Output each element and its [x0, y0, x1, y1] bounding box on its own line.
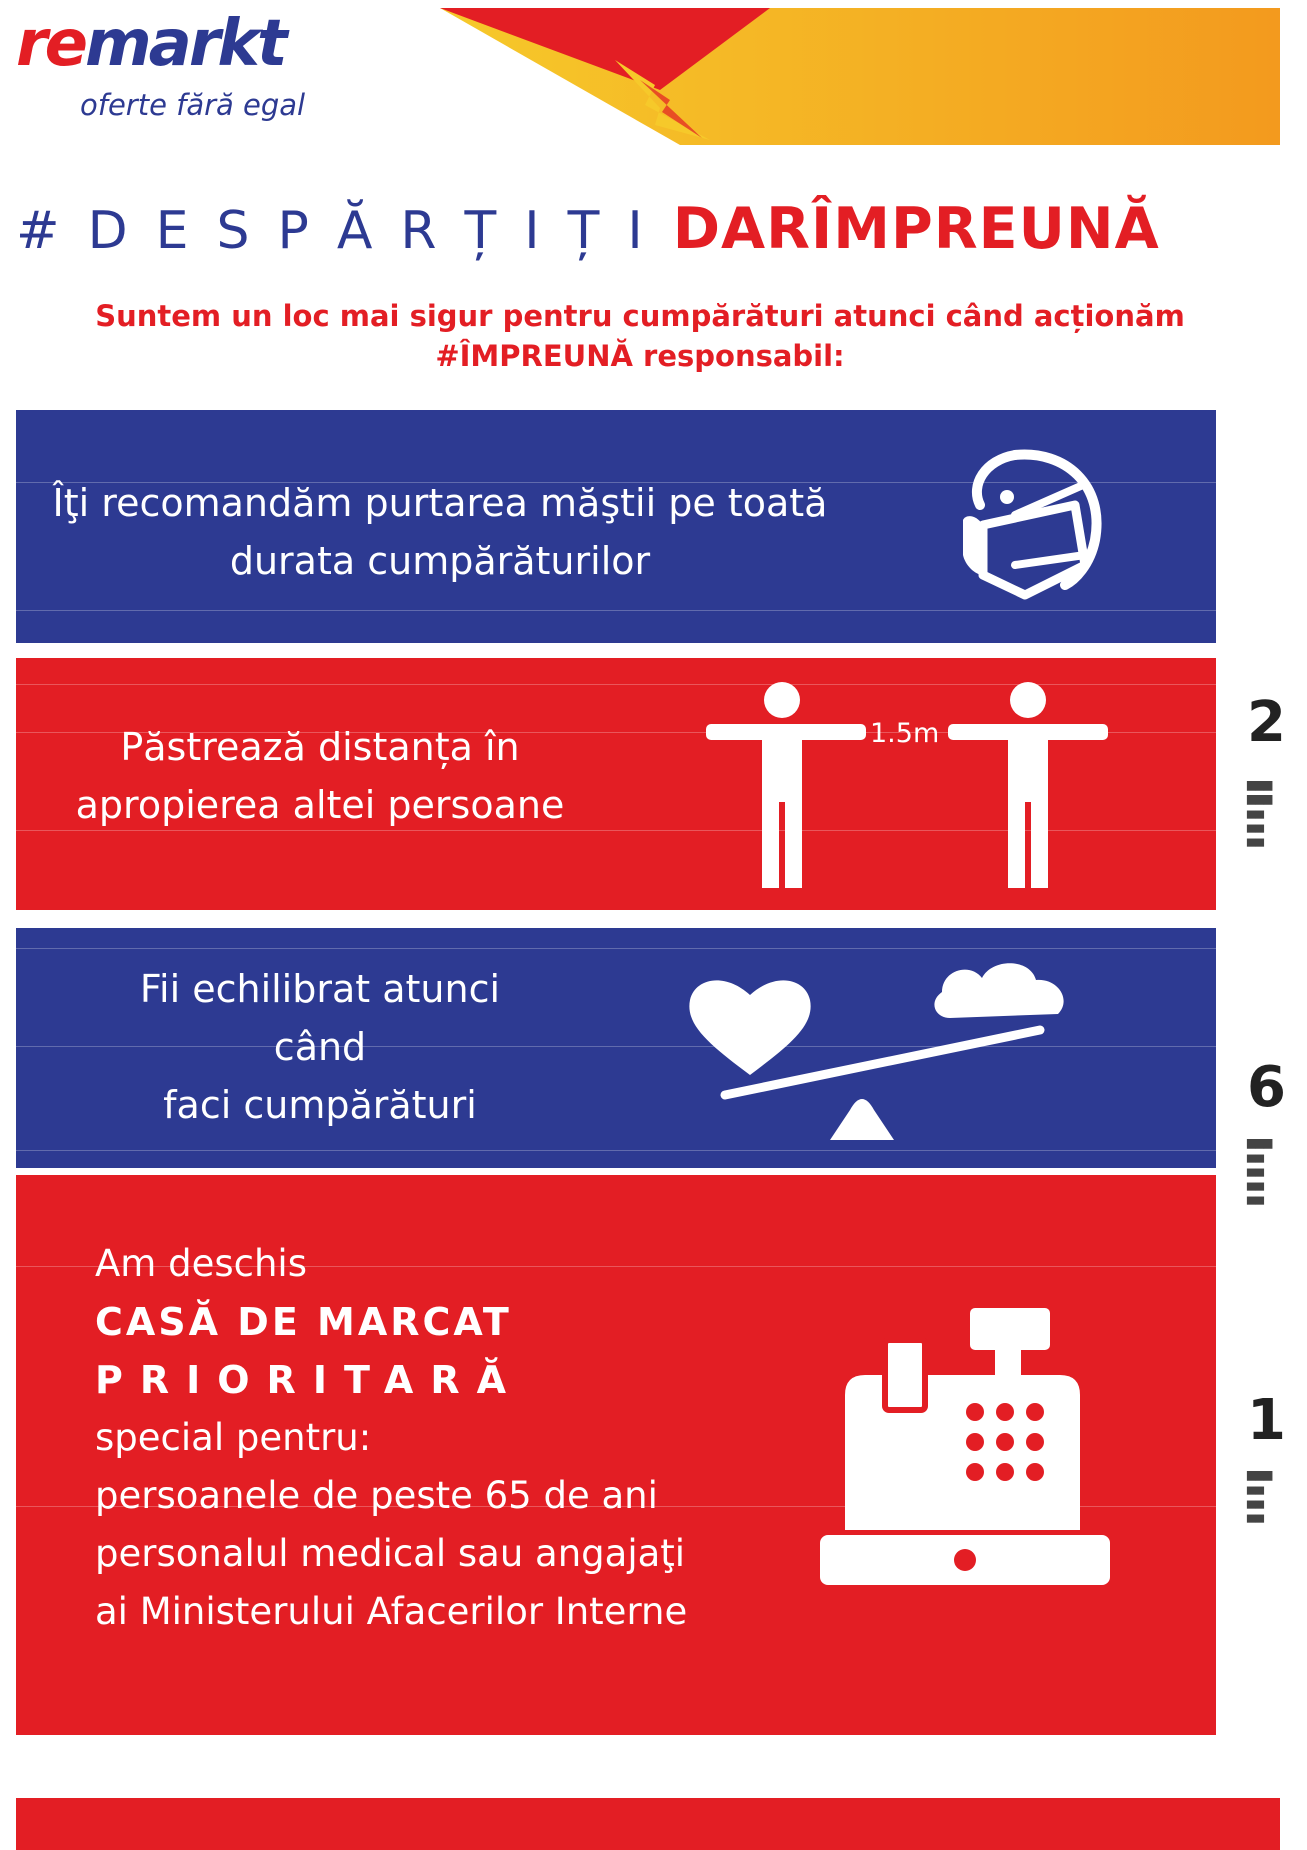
brand-logo[interactable] — [16, 8, 356, 123]
register-line-5: persoanele de peste 65 de ani — [95, 1474, 658, 1517]
balance-message — [70, 960, 570, 1134]
balance-line-2: când — [273, 1025, 367, 1069]
panel-rule — [16, 1150, 1216, 1151]
distance-line-2: apropierea altei persoane — [75, 783, 565, 827]
distance-message — [40, 718, 600, 834]
register-line-3: PRIORITARĂ — [95, 1358, 524, 1402]
adjacent-page-fragment — [1245, 0, 1286, 1560]
distance-line-1: Păstrează distanța în — [120, 725, 520, 769]
register-line-1: Am deschis — [95, 1242, 307, 1285]
hashtag-part-a: #DESPĂRȚIȚI — [16, 201, 671, 261]
balance-line-1: Fii echilibrat atunci — [139, 967, 501, 1011]
register-line-7: ai Ministerului Afacerilor Interne — [95, 1590, 688, 1633]
fragment-price-1: 2 — [1247, 690, 1286, 755]
logo-tagline: oferte fără egal — [80, 88, 306, 122]
mask-message — [40, 474, 840, 590]
bottom-red-band — [16, 1798, 1280, 1850]
fragment-text-1: ▆▆▆ ▆▆▆ ▅▅ ▅▅ ▅▅ — [1247, 778, 1273, 847]
cash-register-icon — [815, 1300, 1115, 1590]
campaign-hashtag — [16, 196, 1266, 266]
hashtag-part-b: DARÎMPREUNĂ — [672, 196, 1160, 262]
header-banner-graphic — [440, 0, 1280, 150]
subtitle-line-2: #ÎMPREUNĂ responsabil: — [435, 339, 845, 373]
subtitle-line-1: Suntem un loc mai sigur pentru cumpărături atunci când acționăm — [95, 299, 1185, 333]
subtitle — [20, 296, 1260, 376]
distance-label: 1.5m — [870, 718, 940, 749]
logo-wordmark — [16, 8, 285, 80]
register-line-6: personalul medical sau angajaţi — [95, 1532, 686, 1575]
mask-line-2: durata cumpărăturilor — [229, 539, 651, 583]
logo-suffix: markt — [84, 7, 285, 81]
fragment-price-3: 1 — [1247, 1388, 1286, 1453]
balance-scale-icon — [680, 940, 1100, 1150]
fragment-text-3: ▆▆▆ ▅▅ ▅▅ ▅▅ — [1247, 1468, 1273, 1523]
mask-line-1: Îţi recomandăm purtarea măştii pe toată — [52, 481, 828, 525]
register-line-2: CASĂ DE MARCAT — [95, 1300, 512, 1344]
fragment-text-2: ▆▆▆ ▅▅ ▅▅ ▅▅ ▅▅ — [1247, 1136, 1273, 1205]
logo-prefix: re — [16, 7, 85, 81]
face-mask-icon — [955, 445, 1105, 605]
balance-line-3: faci cumpărături — [163, 1083, 477, 1127]
register-message — [95, 1235, 755, 1641]
social-distance-icon — [700, 680, 1110, 890]
register-line-4: special pentru: — [95, 1416, 372, 1459]
panel-rule — [16, 610, 1216, 611]
fragment-price-2: 6 — [1247, 1055, 1286, 1120]
